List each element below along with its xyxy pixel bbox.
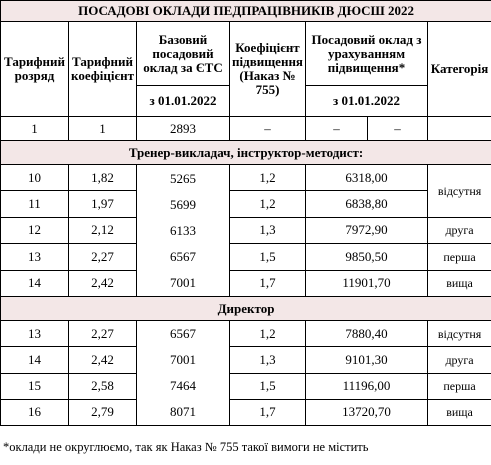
table-cell-base: 6567: [170, 249, 196, 264]
table-cell-increase: 1,7: [230, 399, 306, 425]
table-cell-base: 7464: [170, 378, 196, 393]
table-cell-salary: 9850,50: [306, 244, 428, 270]
table-cell-salary: 13720,70: [306, 399, 428, 425]
table-cell-coef: 2,27: [69, 321, 137, 347]
first-row-increase: –: [230, 117, 306, 141]
table-cell-salary: 11196,00: [306, 373, 428, 399]
header-base-date: з 01.01.2022: [137, 86, 230, 117]
table-cell-base: 7001: [170, 275, 196, 290]
table-cell-grade: 14: [1, 347, 69, 373]
first-row-category: [428, 117, 491, 141]
table-cell-category: перша: [428, 244, 491, 270]
table-cell-base: 5699: [170, 197, 196, 212]
table-cell-grade: 11: [1, 191, 69, 217]
table-cell-category: друга: [428, 347, 491, 373]
header-coef: Тарифний коефіцієнт: [69, 22, 137, 117]
header-category: Категорія: [428, 22, 491, 117]
table-cell-category: друга: [428, 217, 491, 243]
table-cell-coef: 2,58: [69, 373, 137, 399]
table-cell-increase: 1,3: [230, 217, 306, 243]
table-cell-base: 6567: [170, 326, 196, 341]
table-cell-category: відсутня: [428, 165, 491, 218]
header-grade: Тарифний розряд: [1, 22, 69, 117]
table-cell-coef: 2,79: [69, 399, 137, 425]
first-row-coef: 1: [69, 117, 137, 141]
table-cell-coef: 1,82: [69, 165, 137, 191]
table-cell-category: перша: [428, 373, 491, 399]
table-cell-base: 5265: [170, 171, 196, 186]
table-cell-coef: 2,12: [69, 217, 137, 243]
table-cell-base-group: [137, 321, 230, 426]
table-cell-category: вища: [428, 399, 491, 425]
table-cell-coef: 2,27: [69, 244, 137, 270]
table-cell-base-group: [137, 165, 230, 297]
first-row-salary-b: –: [368, 117, 428, 141]
table-cell-coef: 1,97: [69, 191, 137, 217]
table-cell-category: вища: [428, 270, 491, 296]
header-base: Базовий посадовий оклад за ЄТС: [137, 22, 230, 86]
table-cell-base: 8071: [170, 404, 196, 419]
header-salary-date: з 01.01.2022: [306, 86, 428, 117]
table-cell-salary: 6838,80: [306, 191, 428, 217]
table-cell-increase: 1,5: [230, 244, 306, 270]
header-salary: Посадовий оклад з урахуванням підвищення*: [306, 22, 428, 86]
first-row-grade: 1: [1, 117, 69, 141]
section-title-director: Директор: [1, 297, 491, 321]
table-cell-base: 6133: [170, 223, 196, 238]
footnote: *оклади не округлюємо, так як Наказ № 755 такої вимоги не містить: [3, 440, 369, 454]
table-cell-salary: 7972,90: [306, 217, 428, 243]
table-cell-base: 7001: [170, 352, 196, 367]
header-increase: Коефіцієнт підвищення (Наказ № 755): [230, 22, 306, 117]
table-cell-grade: 14: [1, 270, 69, 296]
table-cell-grade: 13: [1, 244, 69, 270]
table-cell-increase: 1,2: [230, 191, 306, 217]
first-row-salary-a: –: [306, 117, 368, 141]
table-cell-increase: 1,2: [230, 165, 306, 191]
table-cell-coef: 2,42: [69, 270, 137, 296]
table-cell-category: відсутня: [428, 321, 491, 347]
table-cell-increase: 1,5: [230, 373, 306, 399]
table-cell-grade: 13: [1, 321, 69, 347]
table-cell-grade: 10: [1, 165, 69, 191]
table-cell-salary: 11901,70: [306, 270, 428, 296]
table-cell-increase: 1,7: [230, 270, 306, 296]
table-cell-coef: 2,42: [69, 347, 137, 373]
table-cell-grade: 15: [1, 373, 69, 399]
section-title-trainer: Тренер-викладач, інструктор-методист:: [1, 141, 491, 165]
table-cell-grade: 12: [1, 217, 69, 243]
table-cell-salary: 9101,30: [306, 347, 428, 373]
table-cell-salary: 6318,00: [306, 165, 428, 191]
table-title: ПОСАДОВІ ОКЛАДИ ПЕДПРАЦІВНИКІВ ДЮСШ 2022: [1, 1, 491, 22]
first-row-base: 2893: [137, 117, 230, 141]
table-cell-increase: 1,3: [230, 347, 306, 373]
table-cell-grade: 16: [1, 399, 69, 425]
table-cell-increase: 1,2: [230, 321, 306, 347]
table-cell-salary: 7880,40: [306, 321, 428, 347]
